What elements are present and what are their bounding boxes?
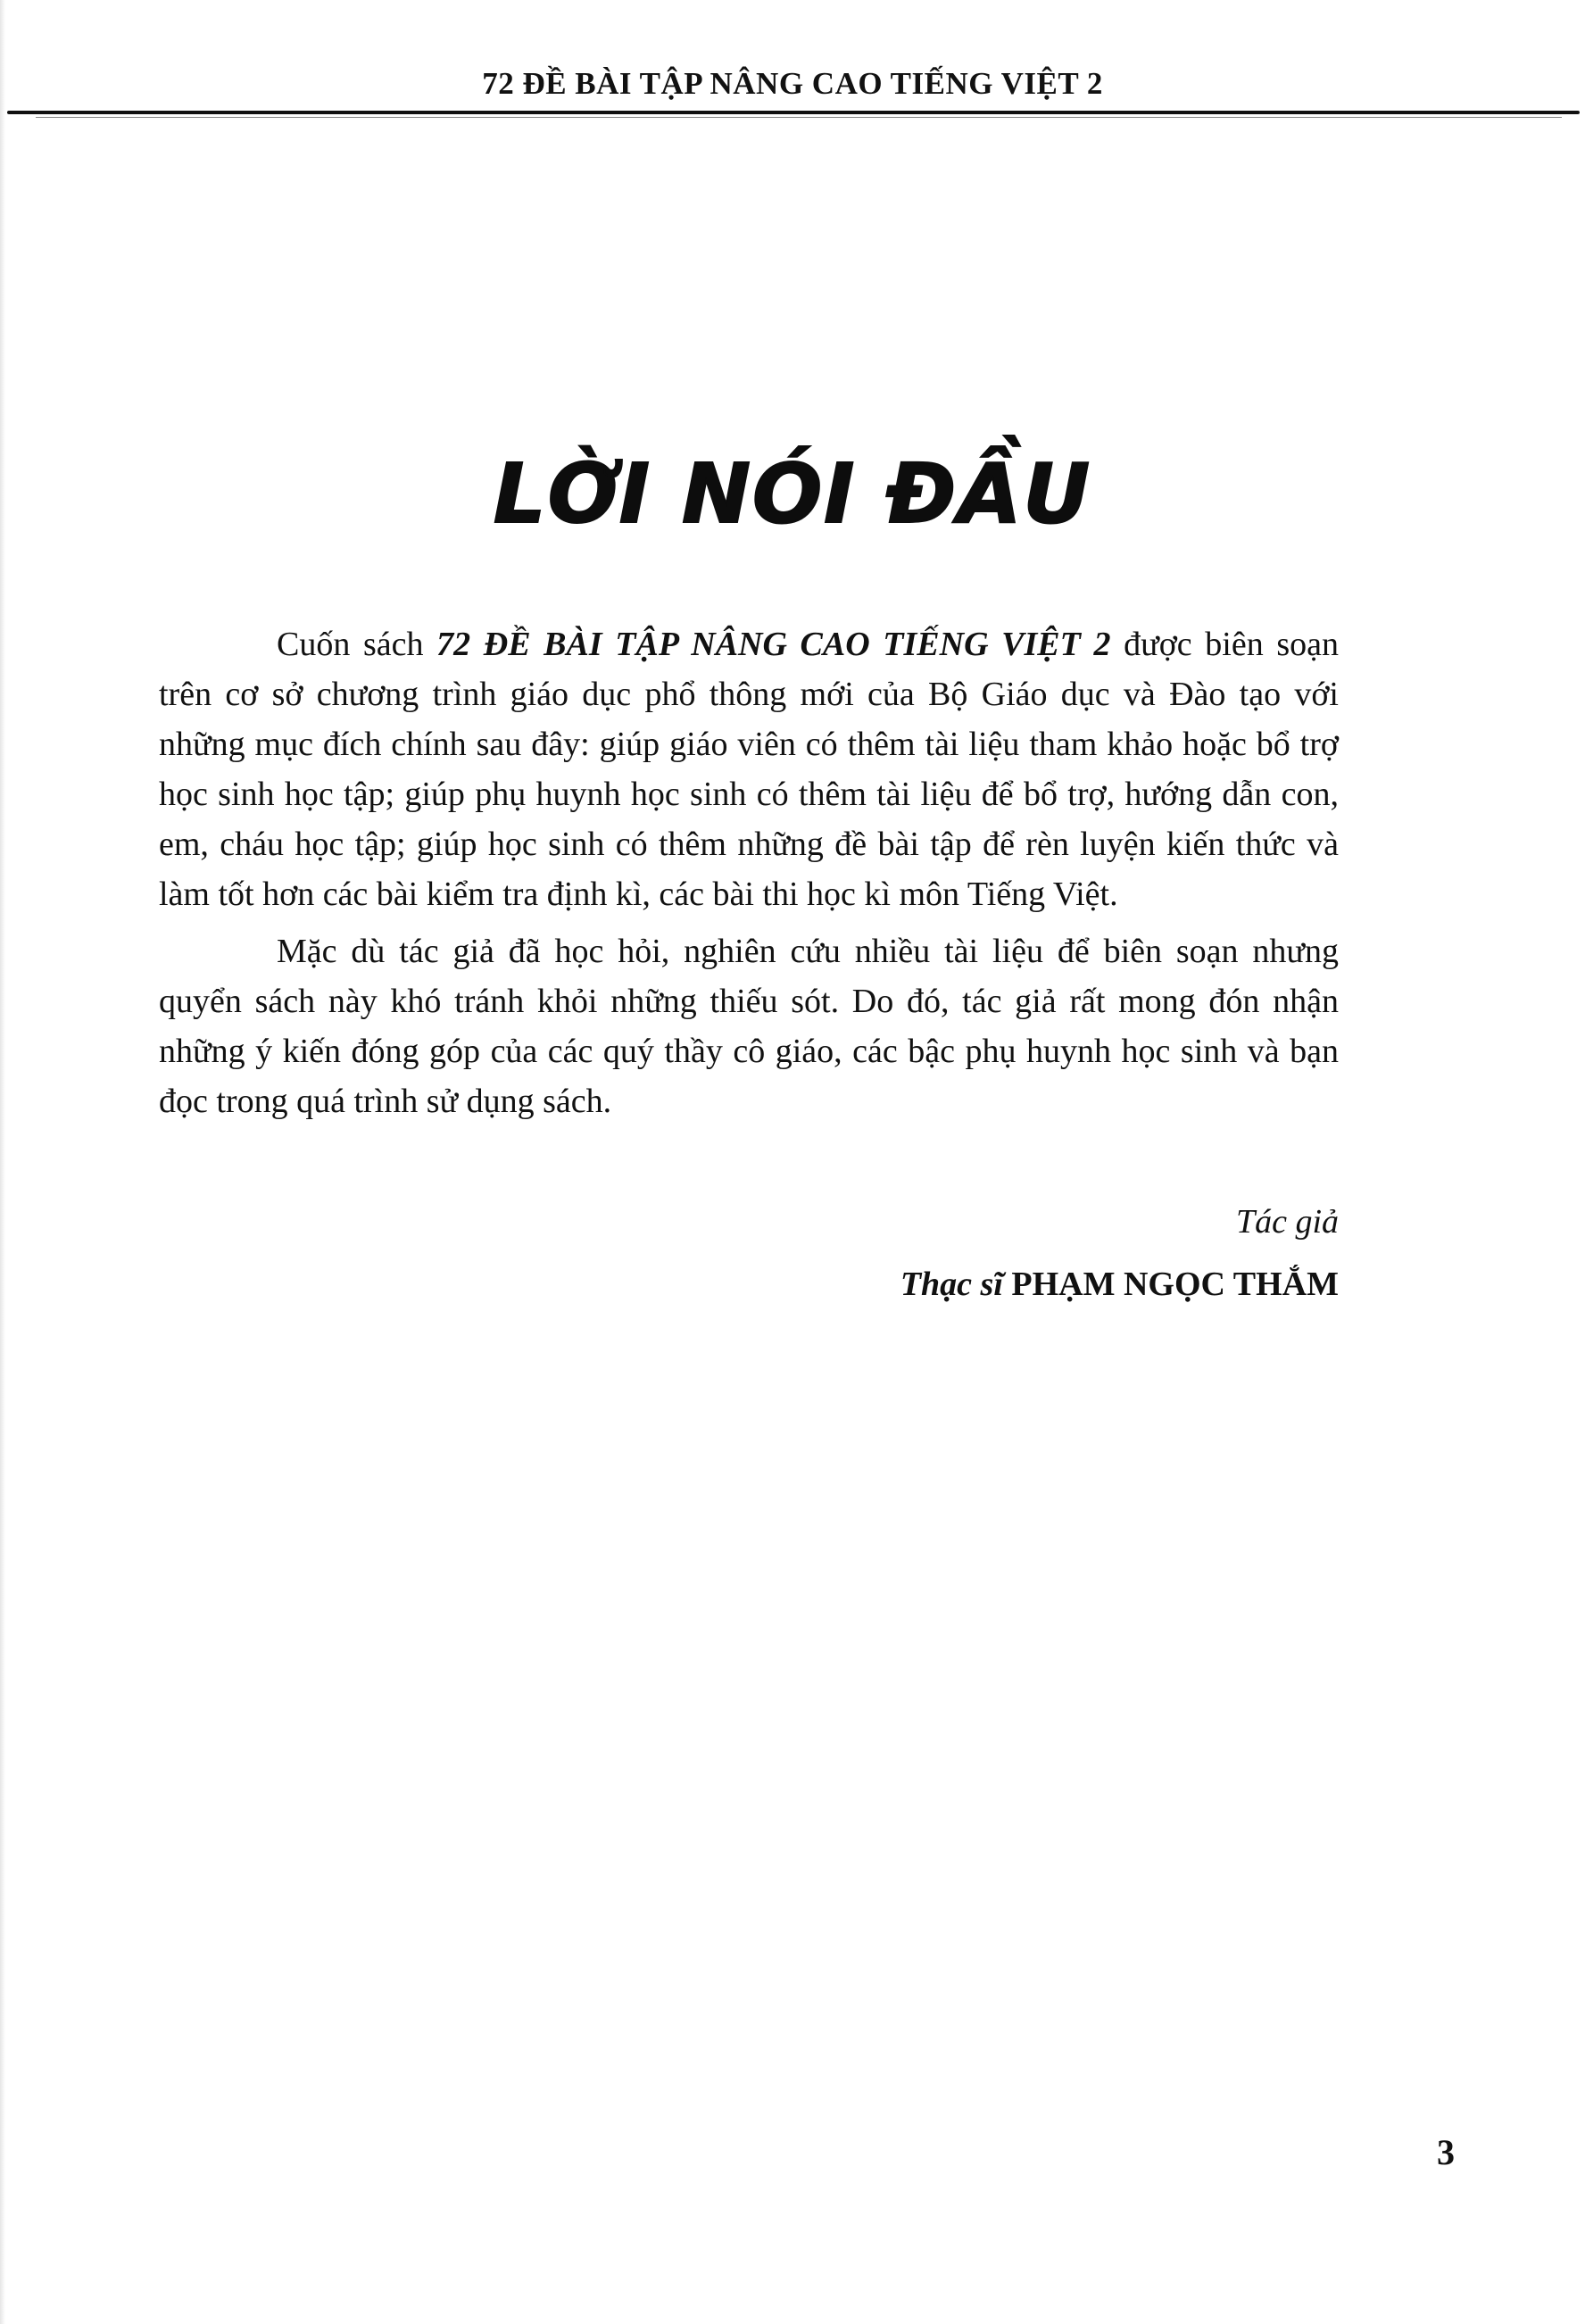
chapter-title: LỜI NÓI ĐẦU (493, 446, 1092, 542)
signature-author (900, 1253, 1339, 1316)
page-edge-shadow (0, 0, 5, 2324)
paragraph-1-lead: Cuốn sách (277, 626, 437, 663)
signature-degree: Thạc sĩ (900, 1266, 1003, 1303)
paragraph-1 (159, 619, 1339, 919)
book-title-inline: 72 ĐỀ BÀI TẬP NÂNG CAO TIẾNG VIỆT 2 (436, 626, 1111, 663)
header-rule-thin (36, 117, 1562, 118)
paragraph-2: Mặc dù tác giả đã học hỏi, nghiên cứu nhiều tài liệu để biên soạn nhưng quyển sách này khó tránh khỏi những thiếu sót. Do đó, tác giả rất mong đón nhận những ý kiến đóng góp của các quý thầy cô giáo, các bậc phụ huynh học sinh và bạn đọc trong quá trình sử dụng sách. (159, 933, 1339, 1120)
running-header-title: 72 ĐỀ BÀI TẬP NÂNG CAO TIẾNG VIỆT 2 (482, 66, 1103, 101)
paragraph-1-rest: được biên soạn trên cơ sở chương trình giáo dục phổ thông mới của Bộ Giáo dục và Đào tạo với những mục đích chính sau đây: giúp giáo viên có thêm tài liệu tham khảo hoặc bổ trợ học sinh học tập; giúp phụ huynh học sinh có thêm tài liệu để bổ trợ, hướng dẫn con, em, cháu học tập; giúp học sinh có thêm những đề bài tập để rèn luyện kiến thức và làm tốt hơn các bài kiểm tra định kì, các bài thi học kì môn Tiếng Việt. (159, 626, 1339, 913)
signature-name: PHẠM NGỌC THẮM (1011, 1266, 1339, 1303)
signature-role: Tác giả (1235, 1203, 1339, 1241)
preface-body (159, 619, 1339, 1133)
running-header (0, 66, 1585, 102)
header-rule (7, 111, 1580, 114)
page-number: 3 (1437, 2132, 1455, 2172)
signature-block (900, 1191, 1339, 1316)
